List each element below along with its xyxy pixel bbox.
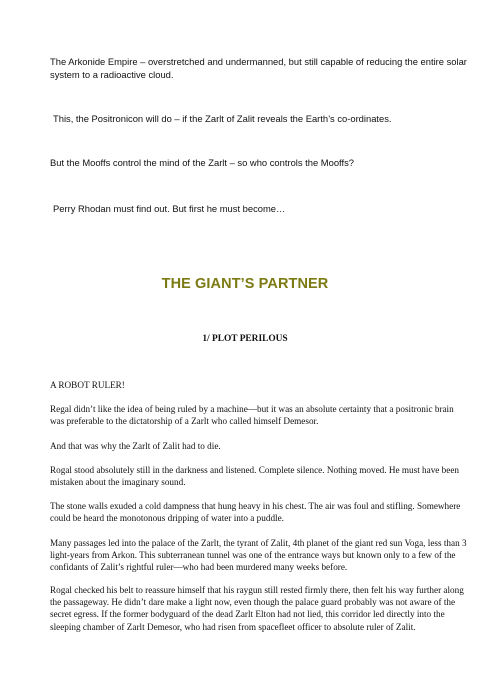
body-paragraph-7: Rogal checked his belt to reassure himself that his raygun still rested firmly there, then felt his way further along the passageway. He didn’t dare make a light now, even though the palace guard probably was not aware of the secret egress. If the former bodyguard of the dead Zarlt Elton had not lied, this corridor led directly into the sleeping chamber of Zarlt Demesor, who had risen from spacefleet officer to absolute ruler of Zalit. bbox=[50, 585, 464, 632]
body-paragraph-3: And that was why the Zarlt of Zalit had to die. bbox=[50, 441, 221, 451]
body-paragraph-2: Regal didn’t like the idea of being ruled by a machine—but it was an absolute certainty that a positronic brain was preferable to the dictatorship of a Zarlt who called himself Demesor. bbox=[50, 404, 454, 427]
teaser-paragraph-2: This, the Positronicon will do – if the Zarlt of Zalit reveals the Earth’s co-ordinates. bbox=[53, 113, 392, 124]
body-paragraph-1: A ROBOT RULER! bbox=[50, 380, 125, 390]
body-paragraph-4: Rogal stood absolutely still in the darkness and listened. Complete silence. Nothing moved. He must have been mistaken about the imaginary sound. bbox=[50, 465, 460, 488]
teaser-paragraph-1: The Arkonide Empire – overstretched and undermanned, but still capable of reducing the entire solar system to a radioactive cloud. bbox=[50, 56, 467, 80]
teaser-paragraph-4: Perry Rhodan must find out. But first he must become… bbox=[53, 203, 286, 214]
body-paragraph-6: Many passages led into the palace of the Zarlt, the tyrant of Zalit, 4th planet of the giant red sun Voga, less than 3 light-years from Arkon. This subterranean tunnel was one of the entrance ways but known only to a few of the confidants of Zalit’s rightful ruler—who had been murdered many weeks before. bbox=[50, 538, 467, 573]
teaser-paragraph-3: But the Mooffs control the mind of the Zarlt – so who controls the Mooffs? bbox=[50, 157, 354, 168]
book-title: THE GIANT’S PARTNER bbox=[161, 276, 329, 292]
body-paragraph-5: The stone walls exuded a cold dampness that hung heavy in his chest. The air was foul and stifling. Somewhere could be heard the monotonous dripping of water into a puddle. bbox=[50, 501, 461, 524]
chapter-heading: 1/ PLOT PERILOUS bbox=[202, 334, 288, 344]
